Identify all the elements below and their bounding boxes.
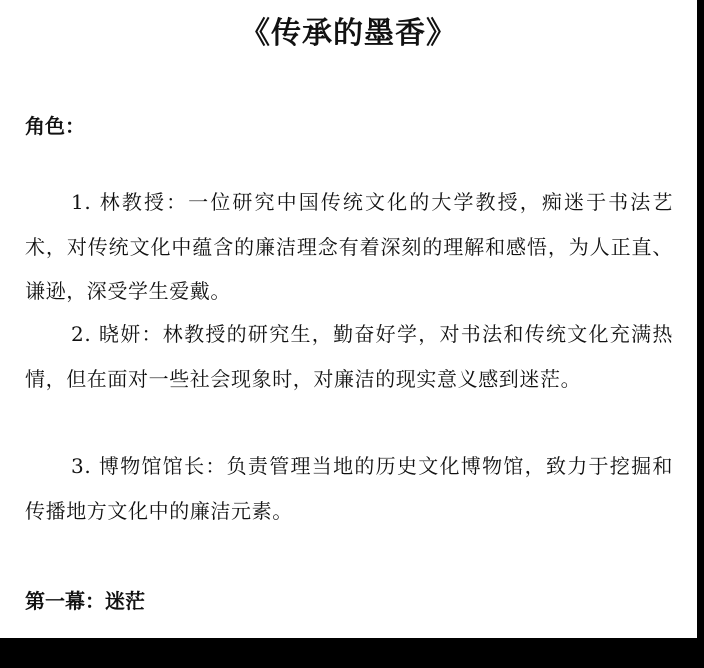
role-paragraph-lin: 1. 林教授：一位研究中国传统文化的大学教授，痴迷于书法艺术，对传统文化中蕴含的廉洁理念有着深刻的理解和感悟，为人正直、谦逊，深受学生爱戴。 <box>25 190 673 303</box>
roles-heading: 角色： <box>25 114 85 138</box>
bottom-black-bar <box>0 638 704 668</box>
document-title: 《传承的墨香》 <box>240 16 457 51</box>
role-paragraph-xiaoyan: 2. 晓妍：林教授的研究生，勤奋好学，对书法和传统文化充满热情，但在面对一些社会现象时，对廉洁的现实意义感到迷茫。 <box>25 322 673 391</box>
act-one-heading: 第一幕：迷茫 <box>25 589 145 613</box>
role-paragraph-curator: 3. 博物馆馆长：负责管理当地的历史文化博物馆，致力于挖掘和传播地方文化中的廉洁元素。 <box>25 454 673 523</box>
